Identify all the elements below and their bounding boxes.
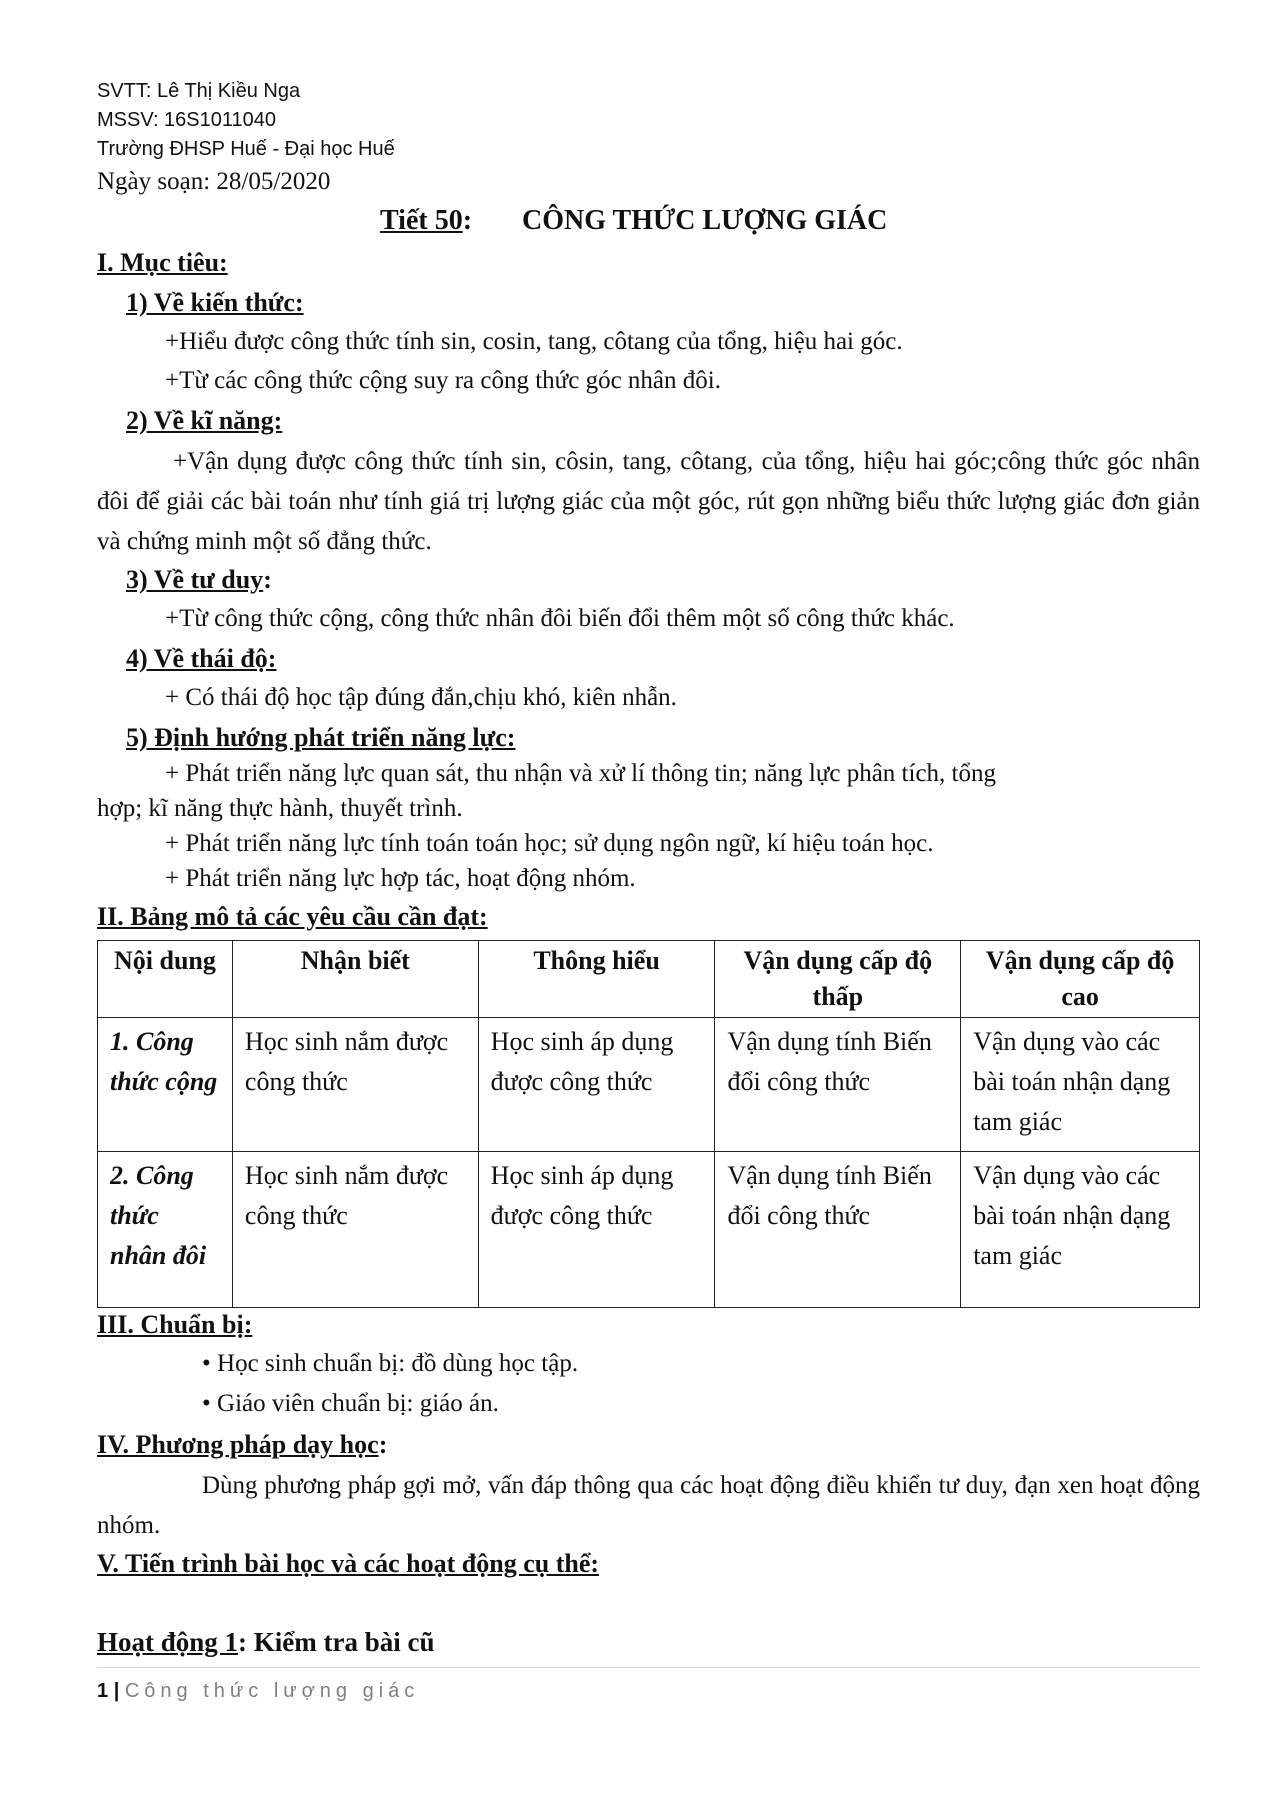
thinking-heading-text: 3) Về tư duy: [126, 565, 264, 594]
thinking-heading: [126, 565, 272, 595]
skills-paragraph: +Vận dụng được công thức tính sin, côsin, tang, côtang, của tổng, hiệu hai góc;công thức góc nhân đôi để giải các bài toán như tính giá trị lượng giác của một góc, rút gọn những biểu thức lượng giác đơn giản và chứng minh một số đẳng thức.: [97, 448, 1200, 555]
lesson-number: Tiết 50: [380, 205, 463, 236]
knowledge-heading: 1) Về kiến thức:: [126, 288, 304, 317]
section-4-heading-colon: :: [378, 1430, 388, 1459]
competence-item-2: + Phát triển năng lực tính toán toán học; sử dụng ngôn ngữ, kí hiệu toán học.: [165, 830, 934, 857]
table-row: [98, 1152, 1200, 1308]
list-item-text: Giáo viên chuẩn bị: giáo án.: [217, 1390, 499, 1417]
list-item: [202, 1350, 578, 1378]
column-header: Vận dụng cấp độ thấp: [715, 941, 961, 1018]
method-paragraph: Dùng phương pháp gợi mở, vấn đáp thông qua các hoạt động điều khiển tư duy, đạn xen hoạt động nhóm.: [97, 1472, 1200, 1539]
row-content: 2. Công thức nhân đôi: [98, 1152, 233, 1308]
activity-label: Hoạt động 1: [97, 1627, 239, 1657]
section-1-heading: I. Mục tiêu:: [97, 248, 228, 277]
competence-item-1: + Phát triển năng lực quan sát, thu nhận và xử lí thông tin; năng lực phân tích, tổng: [165, 760, 996, 787]
bullet-dot: •: [202, 1390, 211, 1417]
page-number: 1: [97, 1680, 109, 1702]
prepared-date: Ngày soạn: 28/05/2020: [97, 168, 331, 195]
thinking-item: +Từ công thức cộng, công thức nhân đôi biến đổi thêm một số công thức khác.: [165, 605, 955, 632]
cell-apply-low: Vận dụng tính Biến đổi công thức: [715, 1018, 961, 1152]
student-name: SVTT: Lê Thị Kiều Nga: [97, 80, 301, 102]
competence-item-1-cont: hợp; kĩ năng thực hành, thuyết trình.: [97, 795, 463, 822]
column-header: Nhận biết: [232, 941, 478, 1018]
table-row: [98, 1018, 1200, 1152]
competence-item-3: + Phát triển năng lực hợp tác, hoạt động nhóm.: [165, 865, 636, 892]
section-4-heading-text: IV. Phương pháp dạy học: [97, 1430, 379, 1459]
bullet-dot: •: [202, 1350, 211, 1377]
thinking-heading-colon: :: [263, 565, 272, 594]
lesson-colon: :: [462, 205, 473, 236]
activity-1-heading: [97, 1627, 435, 1658]
footer-separator: |: [113, 1680, 120, 1702]
list-item-text: Học sinh chuẩn bị: đồ dùng học tập.: [217, 1350, 579, 1377]
activity-title: : Kiểm tra bài cũ: [238, 1627, 435, 1657]
section-2-heading: II. Bảng mô tả các yêu cầu cần đạt:: [97, 902, 488, 931]
column-header: Thông hiểu: [478, 941, 715, 1018]
attitude-item: + Có thái độ học tập đúng đắn,chịu khó, kiên nhẫn.: [165, 684, 677, 711]
cell-understand: Học sinh áp dụng được công thức: [478, 1018, 715, 1152]
cell-understand: Học sinh áp dụng được công thức: [478, 1152, 715, 1308]
cell-recognize: Học sinh nắm được công thức: [232, 1018, 478, 1152]
column-header: Vận dụng cấp độ cao: [961, 941, 1200, 1018]
school-name: Trường ĐHSP Huế - Đại học Huế: [97, 138, 395, 160]
cell-apply-low: Vận dụng tính Biến đổi công thức: [715, 1152, 961, 1308]
row-content: 1. Công thức cộng: [98, 1018, 233, 1152]
attitude-heading: 4) Về thái độ:: [126, 644, 277, 673]
student-id: MSSV: 16S1011040: [97, 109, 277, 131]
requirements-table: [97, 940, 1200, 1308]
footer-title: Công thức lượng giác: [124, 1680, 420, 1702]
knowledge-item-2: +Từ các công thức cộng suy ra công thức góc nhân đôi.: [165, 367, 721, 394]
lesson-name: CÔNG THỨC LƯỢNG GIÁC: [522, 205, 888, 236]
competence-heading: 5) Định hướng phát triển năng lực:: [126, 723, 516, 752]
footer-divider: [97, 1667, 1200, 1668]
list-item: [202, 1390, 499, 1418]
column-header: Nội dung: [98, 941, 233, 1018]
section-5-heading: V. Tiến trình bài học và các hoạt động cụ thể:: [97, 1549, 600, 1578]
cell-apply-high: Vận dụng vào các bài toán nhận dạng tam giác: [961, 1152, 1200, 1308]
cell-apply-high: Vận dụng vào các bài toán nhận dạng tam giác: [961, 1018, 1200, 1152]
section-4-heading: [97, 1430, 387, 1460]
skills-heading: 2) Về kĩ năng:: [126, 406, 283, 435]
lesson-title: [380, 205, 887, 237]
cell-recognize: Học sinh nắm được công thức: [232, 1152, 478, 1308]
page-footer: [97, 1680, 419, 1703]
knowledge-item-1: +Hiểu được công thức tính sin, cosin, tang, côtang của tổng, hiệu hai góc.: [165, 328, 903, 355]
section-3-heading: III. Chuẩn bị:: [97, 1310, 253, 1339]
table-header-row: [98, 941, 1200, 1018]
